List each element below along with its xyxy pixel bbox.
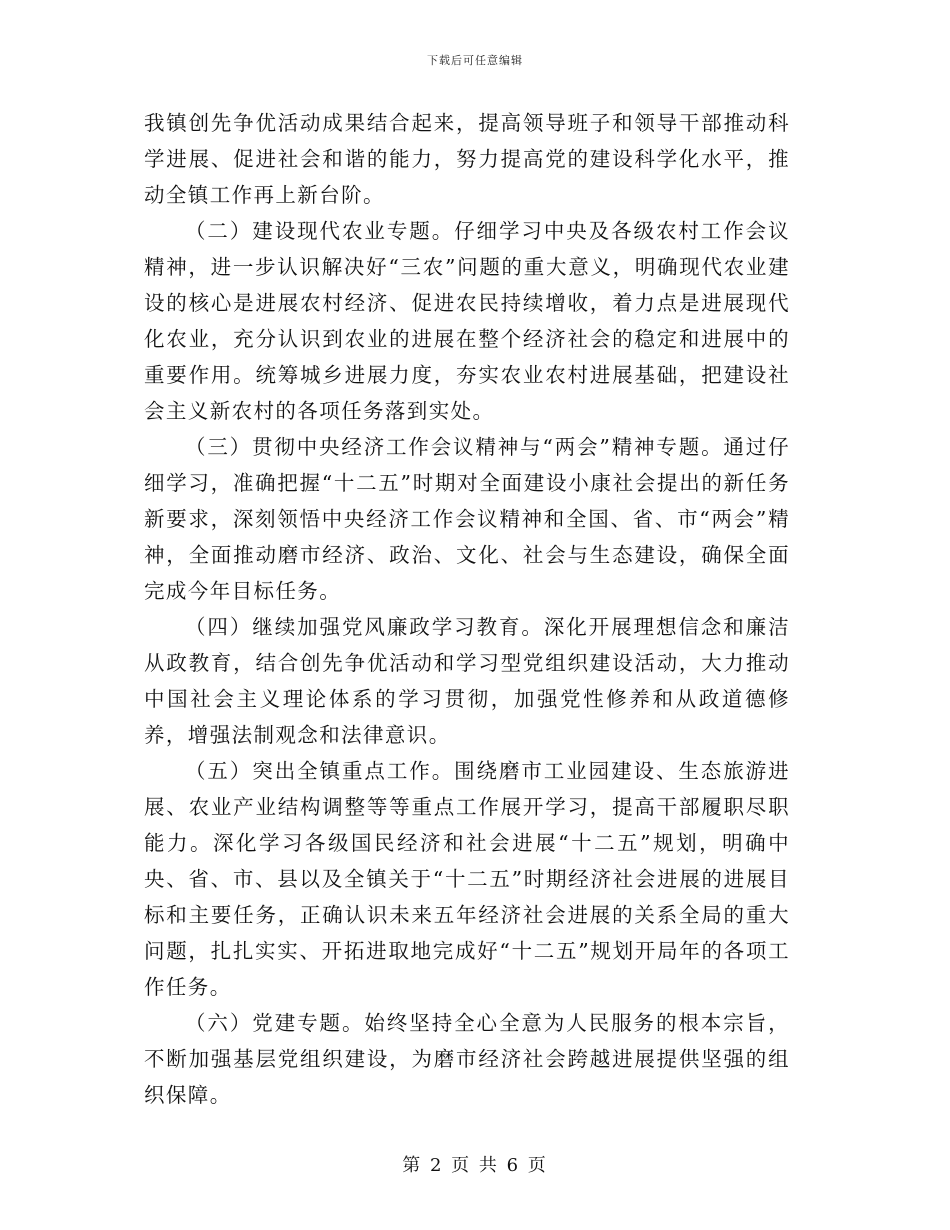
paragraph-party-building: （六）党建专题。始终坚持全心全意为人民服务的根本宗旨，不断加强基层党组织建设，为磨市经济社会跨越进展提供坚强的组织保障。 <box>144 1011 790 1107</box>
paragraph-anti-corruption-education: （四）继续加强党风廉政学习教育。深化开展理想信念和廉洁从政教育，结合创先争优活动和学习型党组织建设活动，大力推动中国社会主义理论体系的学习贯彻，加强党性修养和从政道德修养，增强法制观念和法律意识。 <box>144 615 790 747</box>
page-number: 第 2 页 共 6 页 <box>402 1155 548 1176</box>
document-body <box>144 105 790 1113</box>
page-header: 下载后可任意编辑 <box>427 54 523 67</box>
paragraph-economic-conference: （三）贯彻中央经济工作会议精神与“两会”精神专题。通过仔细学习，准确把握“十二五”时期对全面建设小康社会提出的新任务新要求，深刻领悟中央经济工作会议精神和全国、省、市“两会”精神，全面推动磨市经济、政治、文化、社会与生态建设，确保全面完成今年目标任务。 <box>144 435 790 603</box>
paragraph-continuation: 我镇创先争优活动成果结合起来，提高领导班子和领导干部推动科学进展、促进社会和谐的能力，努力提高党的建设科学化水平，推动全镇工作再上新台阶。 <box>144 111 790 207</box>
paragraph-key-work: （五）突出全镇重点工作。围绕磨市工业园建设、生态旅游进展、农业产业结构调整等等重点工作展开学习，提高干部履职尽职能力。深化学习各级国民经济和社会进展“十二五”规划，明确中央、省、市、县以及全镇关于“十二五”时期经济社会进展的进展目标和主要任务，正确认识未来五年经济社会进展的关系全局的重大问题，扎扎实实、开拓进取地完成好“十二五”规划开局年的各项工作任务。 <box>144 759 790 999</box>
paragraph-modern-agriculture: （二）建设现代农业专题。仔细学习中央及各级农村工作会议精神，进一步认识解决好“三农”问题的重大意义，明确现代农业建设的核心是进展农村经济、促进农民持续增收，着力点是进展现代化农业，充分认识到农业的进展在整个经济社会的稳定和进展中的重要作用。统筹城乡进展力度，夯实农业农村进展基础，把建设社会主义新农村的各项任务落到实处。 <box>144 219 790 423</box>
